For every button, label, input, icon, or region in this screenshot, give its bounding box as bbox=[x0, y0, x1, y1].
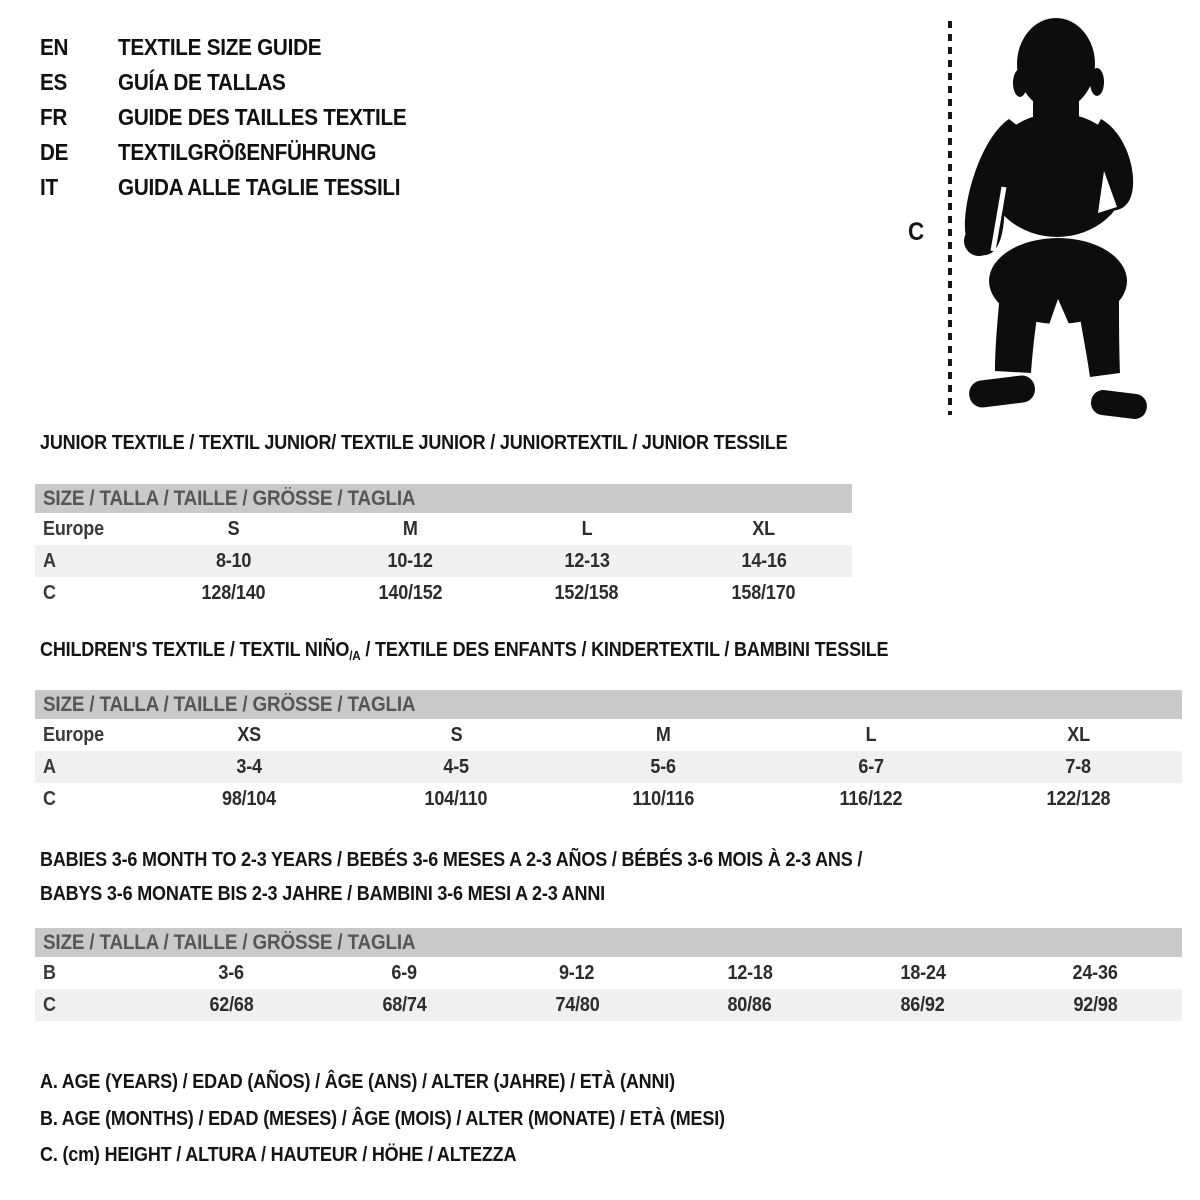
table-cell: 6-9 bbox=[391, 961, 417, 984]
language-title: GUÍA DE TALLAS bbox=[118, 69, 286, 95]
table-cell: 116/122 bbox=[839, 787, 903, 810]
children-size-table bbox=[35, 690, 1182, 815]
table-cell: M bbox=[402, 517, 418, 540]
language-row bbox=[40, 30, 439, 65]
table-cell: 110/116 bbox=[632, 787, 695, 810]
note-age-months: B. AGE (MONTHS) / EDAD (MESES) / ÂGE (MOIS) / ALTER (MONATE) / ETÀ (MESI) bbox=[40, 1108, 725, 1130]
language-code: IT bbox=[40, 174, 58, 200]
title-subscript: /A bbox=[349, 648, 361, 663]
children-section-title: CHILDREN'S TEXTILE / TEXTIL $NIÑO_{/A}$ / TEXTILE DES ENFANTS / KINDERTEXTIL / BAMBINI TESSILE bbox=[40, 639, 889, 663]
language-code: ES bbox=[40, 69, 68, 95]
language-row bbox=[40, 65, 439, 100]
language-row bbox=[40, 170, 439, 205]
table-cell: 14-16 bbox=[741, 549, 787, 572]
table-row bbox=[35, 719, 1182, 751]
table-cell: 5-6 bbox=[650, 755, 677, 778]
table-cell: 3-4 bbox=[235, 755, 262, 778]
table-cell: 80/86 bbox=[727, 993, 772, 1016]
table-cell: 6-7 bbox=[858, 755, 884, 778]
table-cell: 122/128 bbox=[1046, 787, 1111, 810]
table-cell: S bbox=[450, 723, 462, 746]
table-cell: XS bbox=[236, 723, 261, 746]
height-label: C bbox=[908, 218, 925, 246]
table-cell: 140/152 bbox=[378, 581, 443, 604]
table-cell: XL bbox=[752, 517, 775, 540]
table-cell: 10-12 bbox=[387, 549, 433, 572]
babies-section-title-line1: BABIES 3-6 MONTH TO 2-3 YEARS / BEBÉS 3-6 MESES A 2-3 AÑOS / BÉBÉS 3-6 MOIS À 2-3 ANS / bbox=[40, 849, 863, 871]
babies-section-title-line2: BABYS 3-6 MONATE BIS 2-3 JAHRE / BAMBINI 3-6 MESI A 2-3 ANNI bbox=[40, 883, 605, 905]
table-cell: 12-18 bbox=[727, 961, 773, 984]
table-cell: 92/98 bbox=[1073, 993, 1118, 1016]
table-cell: 7-8 bbox=[1065, 755, 1092, 778]
table-row bbox=[35, 577, 852, 609]
table-cell: 9-12 bbox=[559, 961, 595, 984]
table-cell: 12-13 bbox=[564, 549, 610, 572]
language-title: TEXTILE SIZE GUIDE bbox=[118, 34, 322, 60]
table-cell: 18-24 bbox=[900, 961, 946, 984]
table-cell: 24-36 bbox=[1072, 961, 1119, 984]
table-cell: 62/68 bbox=[209, 993, 254, 1016]
table-cell: 68/74 bbox=[382, 993, 427, 1016]
language-code: DE bbox=[40, 139, 69, 165]
junior-section-title: JUNIOR TEXTILE / TEXTIL JUNIOR/ TEXTILE JUNIOR / JUNIORTEXTIL / JUNIOR TESSILE bbox=[40, 432, 788, 454]
note-height-cm: C. (cm) HEIGHT / ALTURA / HAUTEUR / HÖHE / ALTEZZA bbox=[40, 1144, 517, 1166]
row-label: C bbox=[43, 581, 56, 604]
row-label: A bbox=[43, 755, 56, 778]
table-row bbox=[35, 783, 1182, 815]
babies-size-table bbox=[35, 928, 1182, 1021]
table-cell: 152/158 bbox=[554, 581, 619, 604]
table-cell: 8-10 bbox=[215, 549, 252, 572]
row-label: A bbox=[43, 549, 56, 572]
table-cell: 98/104 bbox=[221, 787, 276, 810]
table-row bbox=[35, 989, 1182, 1021]
table-cell: L bbox=[581, 517, 593, 540]
language-title: GUIDA ALLE TAGLIE TESSILI bbox=[118, 174, 401, 200]
size-header-bar: SIZE / TALLA / TAILLE / GRÖSSE / TAGLIA bbox=[35, 690, 1182, 719]
toddler-silhouette-icon bbox=[964, 18, 1148, 420]
row-label: C bbox=[43, 787, 56, 810]
note-age-years: A. AGE (YEARS) / EDAD (AÑOS) / ÂGE (ANS) / ALTER (JAHRE) / ETÀ (ANNI) bbox=[40, 1071, 675, 1093]
language-title: TEXTILGRÖßENFÜHRUNG bbox=[118, 139, 377, 165]
language-title: GUIDE DES TAILLES TEXTILE bbox=[118, 104, 407, 130]
size-header-bar: SIZE / TALLA / TAILLE / GRÖSSE / TAGLIA bbox=[35, 928, 1182, 957]
table-cell: L bbox=[865, 723, 877, 746]
junior-size-table bbox=[35, 484, 852, 609]
table-cell: 128/140 bbox=[201, 581, 266, 604]
language-row bbox=[40, 135, 439, 170]
table-cell: 3-6 bbox=[218, 961, 245, 984]
height-figure bbox=[905, 15, 1160, 420]
table-cell: 86/92 bbox=[900, 993, 945, 1016]
table-row bbox=[35, 957, 1182, 989]
row-label: Europe bbox=[43, 517, 104, 540]
table-cell: 158/170 bbox=[731, 581, 796, 604]
language-list bbox=[40, 30, 439, 205]
row-label: B bbox=[43, 961, 56, 984]
language-row bbox=[40, 100, 439, 135]
table-cell: 104/110 bbox=[424, 787, 488, 810]
table-cell: XL bbox=[1066, 723, 1090, 746]
row-label: Europe bbox=[43, 723, 104, 746]
row-label: C bbox=[43, 993, 56, 1016]
table-cell: 74/80 bbox=[554, 993, 600, 1016]
table-cell: 4-5 bbox=[443, 755, 469, 778]
table-row bbox=[35, 513, 852, 545]
table-row bbox=[35, 545, 852, 577]
language-code: FR bbox=[40, 104, 68, 130]
size-header-bar: SIZE / TALLA / TAILLE / GRÖSSE / TAGLIA bbox=[35, 484, 852, 513]
table-cell: S bbox=[227, 517, 240, 540]
table-row bbox=[35, 751, 1182, 783]
language-code: EN bbox=[40, 34, 69, 60]
table-cell: M bbox=[656, 723, 671, 746]
